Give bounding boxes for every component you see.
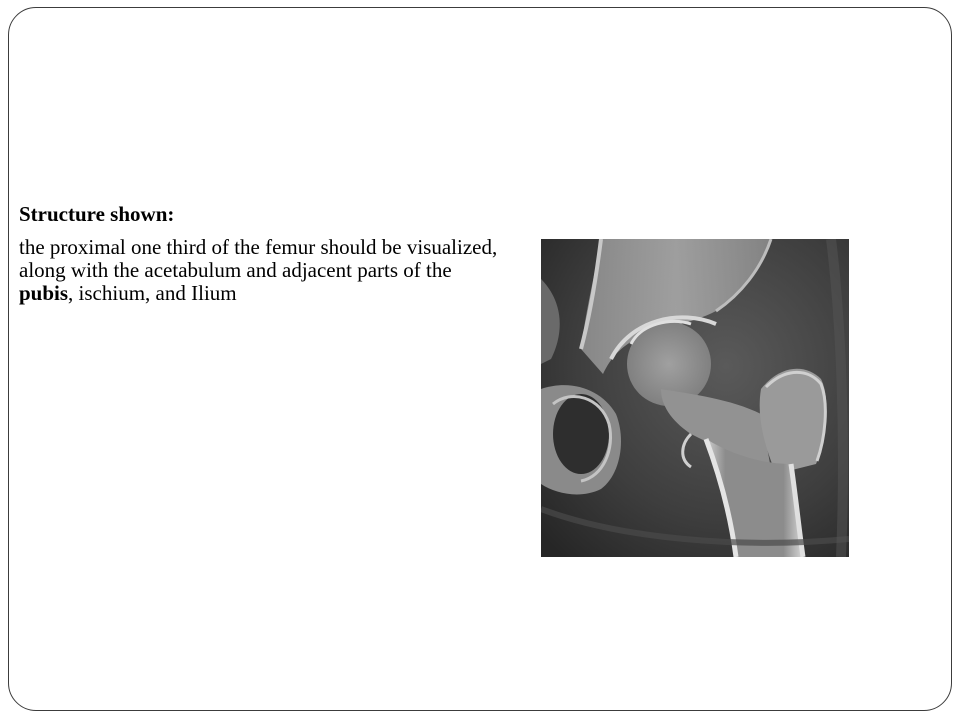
body-bold-pubis: pubis (19, 281, 69, 305)
hip-xray-image (541, 239, 849, 557)
text-block (19, 203, 499, 305)
slide-frame (8, 7, 952, 711)
slide-heading: Structure shown: (19, 202, 175, 226)
hip-xray-drawing (541, 239, 849, 557)
body-part-1: the proximal one third of the femur should be visualized, along with the acetabulum and adjacent parts of the (19, 235, 498, 282)
body-part-2: , ischium, and Ilium (68, 281, 237, 305)
slide-body (19, 236, 499, 305)
